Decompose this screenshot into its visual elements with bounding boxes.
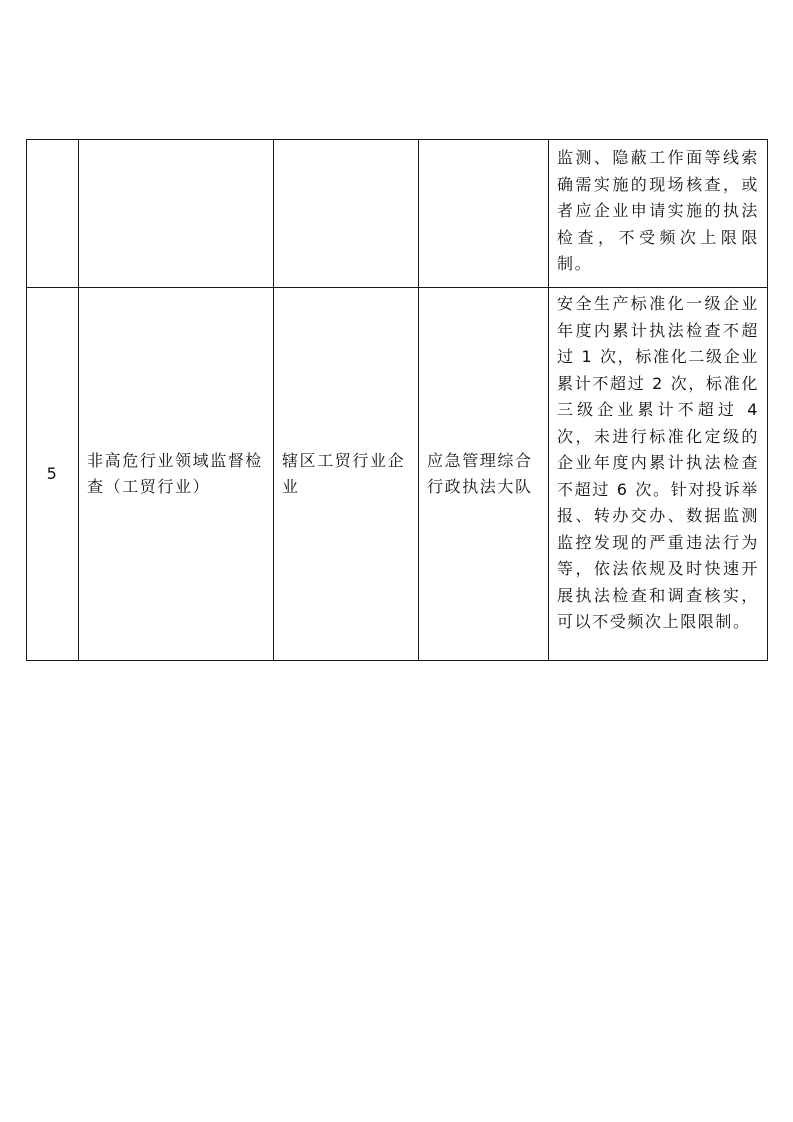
cell-department — [419, 140, 549, 288]
cell-item: 非高危行业领域监督检查（工贸行业） — [79, 288, 274, 661]
table-row-5 — [27, 288, 768, 661]
cell-target: 辖区工贸行业企业 — [274, 288, 419, 661]
cell-target — [274, 140, 419, 288]
cell-remark: 安全生产标准化一级企业年度内累计执法检查不超过 1 次，标准化二级企业累计不超过 2 次，标准化三级企业累计不超过 4 次，未进行标准化定级的企业年度内累计执法检查不超过 6 次。针对投诉举报、转办交办、数据监测监控发现的严重违法行为等，依法依规及时快速开展执法检查和调查核实，可以不受频次上限限制。 — [549, 288, 768, 661]
cell-item — [79, 140, 274, 288]
table-row-continued — [27, 140, 768, 288]
cell-number: 5 — [27, 288, 79, 661]
cell-department: 应急管理综合行政执法大队 — [419, 288, 549, 661]
cell-remark: 监测、隐蔽工作面等线索确需实施的现场核查，或者应企业申请实施的执法检查，不受频次上限限制。 — [549, 140, 768, 288]
cell-number — [27, 140, 79, 288]
inspection-table — [26, 139, 768, 661]
